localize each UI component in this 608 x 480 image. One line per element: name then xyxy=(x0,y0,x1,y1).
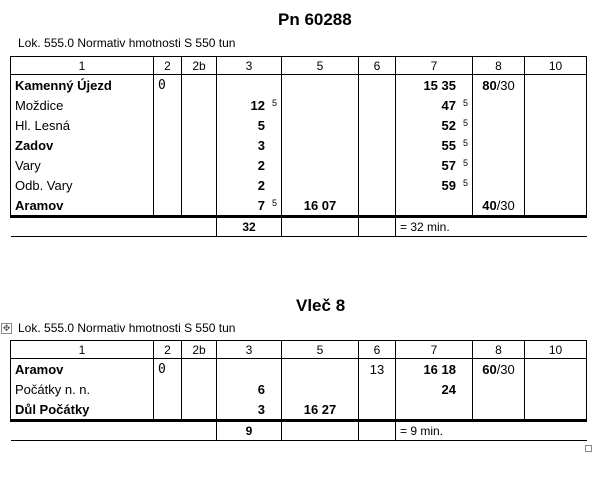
column-header: 1 xyxy=(11,57,154,75)
cell-col7 xyxy=(396,75,473,96)
column-header: 7 xyxy=(396,341,473,359)
running-time: 12 xyxy=(250,97,265,113)
column-header: 3 xyxy=(217,57,282,75)
table-row xyxy=(11,115,587,135)
table-row xyxy=(11,175,587,195)
cell-col5 xyxy=(282,135,359,155)
cell-col2b xyxy=(182,155,217,175)
departure-time-fraction: 5 xyxy=(462,137,468,148)
column-header: 6 xyxy=(359,57,396,75)
totals-row xyxy=(11,421,587,441)
speed-suffix: /30 xyxy=(496,361,515,377)
table-row xyxy=(11,135,587,155)
cell-col6 xyxy=(359,135,396,155)
cell-col8 xyxy=(473,115,525,135)
cell-col8 xyxy=(473,399,525,421)
cell-col2b xyxy=(182,75,217,96)
table-resize-handle-icon[interactable] xyxy=(585,445,592,452)
cell-col10 xyxy=(525,399,587,421)
cell-col5 xyxy=(282,359,359,380)
table-row xyxy=(11,95,587,115)
cell-col8 xyxy=(473,95,525,115)
departure-time: 57 xyxy=(441,157,456,173)
cell-col8 xyxy=(473,175,525,195)
cell-col10 xyxy=(525,175,587,195)
cell-col6 xyxy=(359,95,396,115)
cell-col3 xyxy=(217,175,282,195)
cell-col6 xyxy=(359,399,396,421)
cell-col8 xyxy=(473,379,525,399)
station-name: Hl. Lesná xyxy=(11,115,154,135)
departure-time: 59 xyxy=(441,177,456,193)
cell-col6 xyxy=(359,155,396,175)
table-header-row xyxy=(11,341,587,359)
cell-col2 xyxy=(154,75,182,96)
station-name: Moždice xyxy=(11,95,154,115)
cell-col5 xyxy=(282,155,359,175)
table1-title: Pn 60288 xyxy=(278,10,352,29)
cell-col5 xyxy=(282,115,359,135)
col2-value: 0 xyxy=(158,78,166,93)
cell-col7 xyxy=(396,115,473,135)
totals-blank xyxy=(11,217,217,237)
cell-col2b xyxy=(182,359,217,380)
station-name: Důl Počátky xyxy=(11,399,154,421)
speed-suffix: /30 xyxy=(496,77,515,93)
cell-col6 xyxy=(359,195,396,217)
cell-col6: 13 xyxy=(359,359,396,380)
cell-col10 xyxy=(525,195,587,217)
speed-value: 80 xyxy=(482,77,497,93)
departure-time: 24 xyxy=(441,381,456,397)
cell-col2 xyxy=(154,95,182,115)
column-header: 3 xyxy=(217,341,282,359)
cell-col2b xyxy=(182,195,217,217)
running-time-fraction: 5 xyxy=(271,197,277,208)
column-header: 8 xyxy=(473,57,525,75)
cell-col3 xyxy=(217,379,282,399)
cell-col6 xyxy=(359,75,396,96)
speed-value: 60 xyxy=(482,361,497,377)
table2-timetable xyxy=(10,340,587,441)
cell-col3 xyxy=(217,359,282,380)
speed-value: 40 xyxy=(482,197,497,213)
table-move-handle-icon[interactable]: ✥ xyxy=(2,323,11,333)
col2-value: 0 xyxy=(158,362,166,377)
cell-col10 xyxy=(525,75,587,96)
departure-time: 55 xyxy=(441,137,456,153)
cell-col7 xyxy=(396,135,473,155)
cell-col6 xyxy=(359,175,396,195)
table-row xyxy=(11,379,587,399)
running-time: 3 xyxy=(257,401,265,417)
column-header: 2 xyxy=(154,57,182,75)
cell-col7 xyxy=(396,379,473,399)
totals-col5 xyxy=(282,421,359,441)
total-minutes: = 32 min. xyxy=(396,217,587,237)
cell-col3 xyxy=(217,95,282,115)
running-time: 7 xyxy=(257,197,265,213)
cell-col10 xyxy=(525,135,587,155)
cell-col2b xyxy=(182,135,217,155)
cell-col2 xyxy=(154,155,182,175)
total-running-time: 9 xyxy=(217,421,282,441)
station-name: Vary xyxy=(11,155,154,175)
station-name: Počátky n. n. xyxy=(11,379,154,399)
cell-col2 xyxy=(154,115,182,135)
cell-col2b xyxy=(182,379,217,399)
table1-subtitle: Lok. 555.0 Normativ hmotnosti S 550 tun xyxy=(18,36,236,50)
departure-time: 15 35 xyxy=(423,77,456,93)
cell-col5 xyxy=(282,95,359,115)
column-header: 6 xyxy=(359,341,396,359)
cell-col2b xyxy=(182,95,217,115)
table-row xyxy=(11,75,587,96)
cell-col10 xyxy=(525,115,587,135)
running-time: 3 xyxy=(257,137,265,153)
table2-title: Vleč 8 xyxy=(296,296,346,315)
cell-col2 xyxy=(154,359,182,380)
cell-col3 xyxy=(217,115,282,135)
table2-subtitle: Lok. 555.0 Normativ hmotnosti S 550 tun xyxy=(18,321,236,335)
cell-col10 xyxy=(525,379,587,399)
departure-time: 52 xyxy=(441,117,456,133)
column-header: 5 xyxy=(282,341,359,359)
cell-col2 xyxy=(154,195,182,217)
running-time: 5 xyxy=(257,117,265,133)
station-name: Kamenný Újezd xyxy=(11,75,154,96)
departure-time-fraction: 5 xyxy=(462,157,468,168)
totals-col6 xyxy=(359,421,396,441)
cell-col2b xyxy=(182,175,217,195)
cell-col7 xyxy=(396,195,473,217)
cell-col5 xyxy=(282,175,359,195)
total-minutes: = 9 min. xyxy=(396,421,587,441)
running-time: 2 xyxy=(257,157,265,173)
totals-col5 xyxy=(282,217,359,237)
running-time: 6 xyxy=(257,381,265,397)
cell-col2 xyxy=(154,399,182,421)
totals-col6 xyxy=(359,217,396,237)
cell-col5 xyxy=(282,75,359,96)
table-row xyxy=(11,359,587,380)
station-name: Odb. Vary xyxy=(11,175,154,195)
table-row xyxy=(11,399,587,421)
cell-col7 xyxy=(396,95,473,115)
cell-col5 xyxy=(282,379,359,399)
cell-col10 xyxy=(525,155,587,175)
cell-col5: 16 27 xyxy=(282,399,359,421)
cell-col3 xyxy=(217,195,282,217)
station-name: Aramov xyxy=(11,195,154,217)
total-running-time: 32 xyxy=(217,217,282,237)
cell-col2 xyxy=(154,135,182,155)
departure-time: 16 18 xyxy=(423,361,456,377)
departure-time-fraction: 5 xyxy=(462,117,468,128)
cell-col8 xyxy=(473,135,525,155)
column-header: 7 xyxy=(396,57,473,75)
cell-col8 xyxy=(473,195,525,217)
cell-col2 xyxy=(154,175,182,195)
cell-col10 xyxy=(525,359,587,380)
column-header: 8 xyxy=(473,341,525,359)
column-header: 10 xyxy=(525,341,587,359)
column-header: 5 xyxy=(282,57,359,75)
cell-col6 xyxy=(359,379,396,399)
running-time-fraction: 5 xyxy=(271,97,277,108)
cell-col3 xyxy=(217,75,282,96)
cell-col2b xyxy=(182,115,217,135)
column-header: 2b xyxy=(182,57,217,75)
station-name: Aramov xyxy=(11,359,154,380)
table1-timetable xyxy=(10,56,587,237)
cell-col3 xyxy=(217,399,282,421)
cell-col3 xyxy=(217,155,282,175)
station-name: Zadov xyxy=(11,135,154,155)
column-header: 10 xyxy=(525,57,587,75)
cell-col2 xyxy=(154,379,182,399)
departure-time: 47 xyxy=(441,97,456,113)
table-row xyxy=(11,155,587,175)
cell-col7 xyxy=(396,155,473,175)
cell-col8 xyxy=(473,359,525,380)
cell-col7 xyxy=(396,359,473,380)
departure-time-fraction: 5 xyxy=(462,177,468,188)
cell-col6 xyxy=(359,115,396,135)
column-header: 2b xyxy=(182,341,217,359)
cell-col7 xyxy=(396,175,473,195)
speed-suffix: /30 xyxy=(496,197,515,213)
cell-col3 xyxy=(217,135,282,155)
table-row xyxy=(11,195,587,217)
cell-col8 xyxy=(473,155,525,175)
cell-col10 xyxy=(525,95,587,115)
table-header-row xyxy=(11,57,587,75)
cell-col7 xyxy=(396,399,473,421)
column-header: 1 xyxy=(11,341,154,359)
cell-col8 xyxy=(473,75,525,96)
totals-row xyxy=(11,217,587,237)
cell-col5: 16 07 xyxy=(282,195,359,217)
departure-time-fraction: 5 xyxy=(462,97,468,108)
column-header: 2 xyxy=(154,341,182,359)
running-time: 2 xyxy=(257,177,265,193)
totals-blank xyxy=(11,421,217,441)
cell-col2b xyxy=(182,399,217,421)
